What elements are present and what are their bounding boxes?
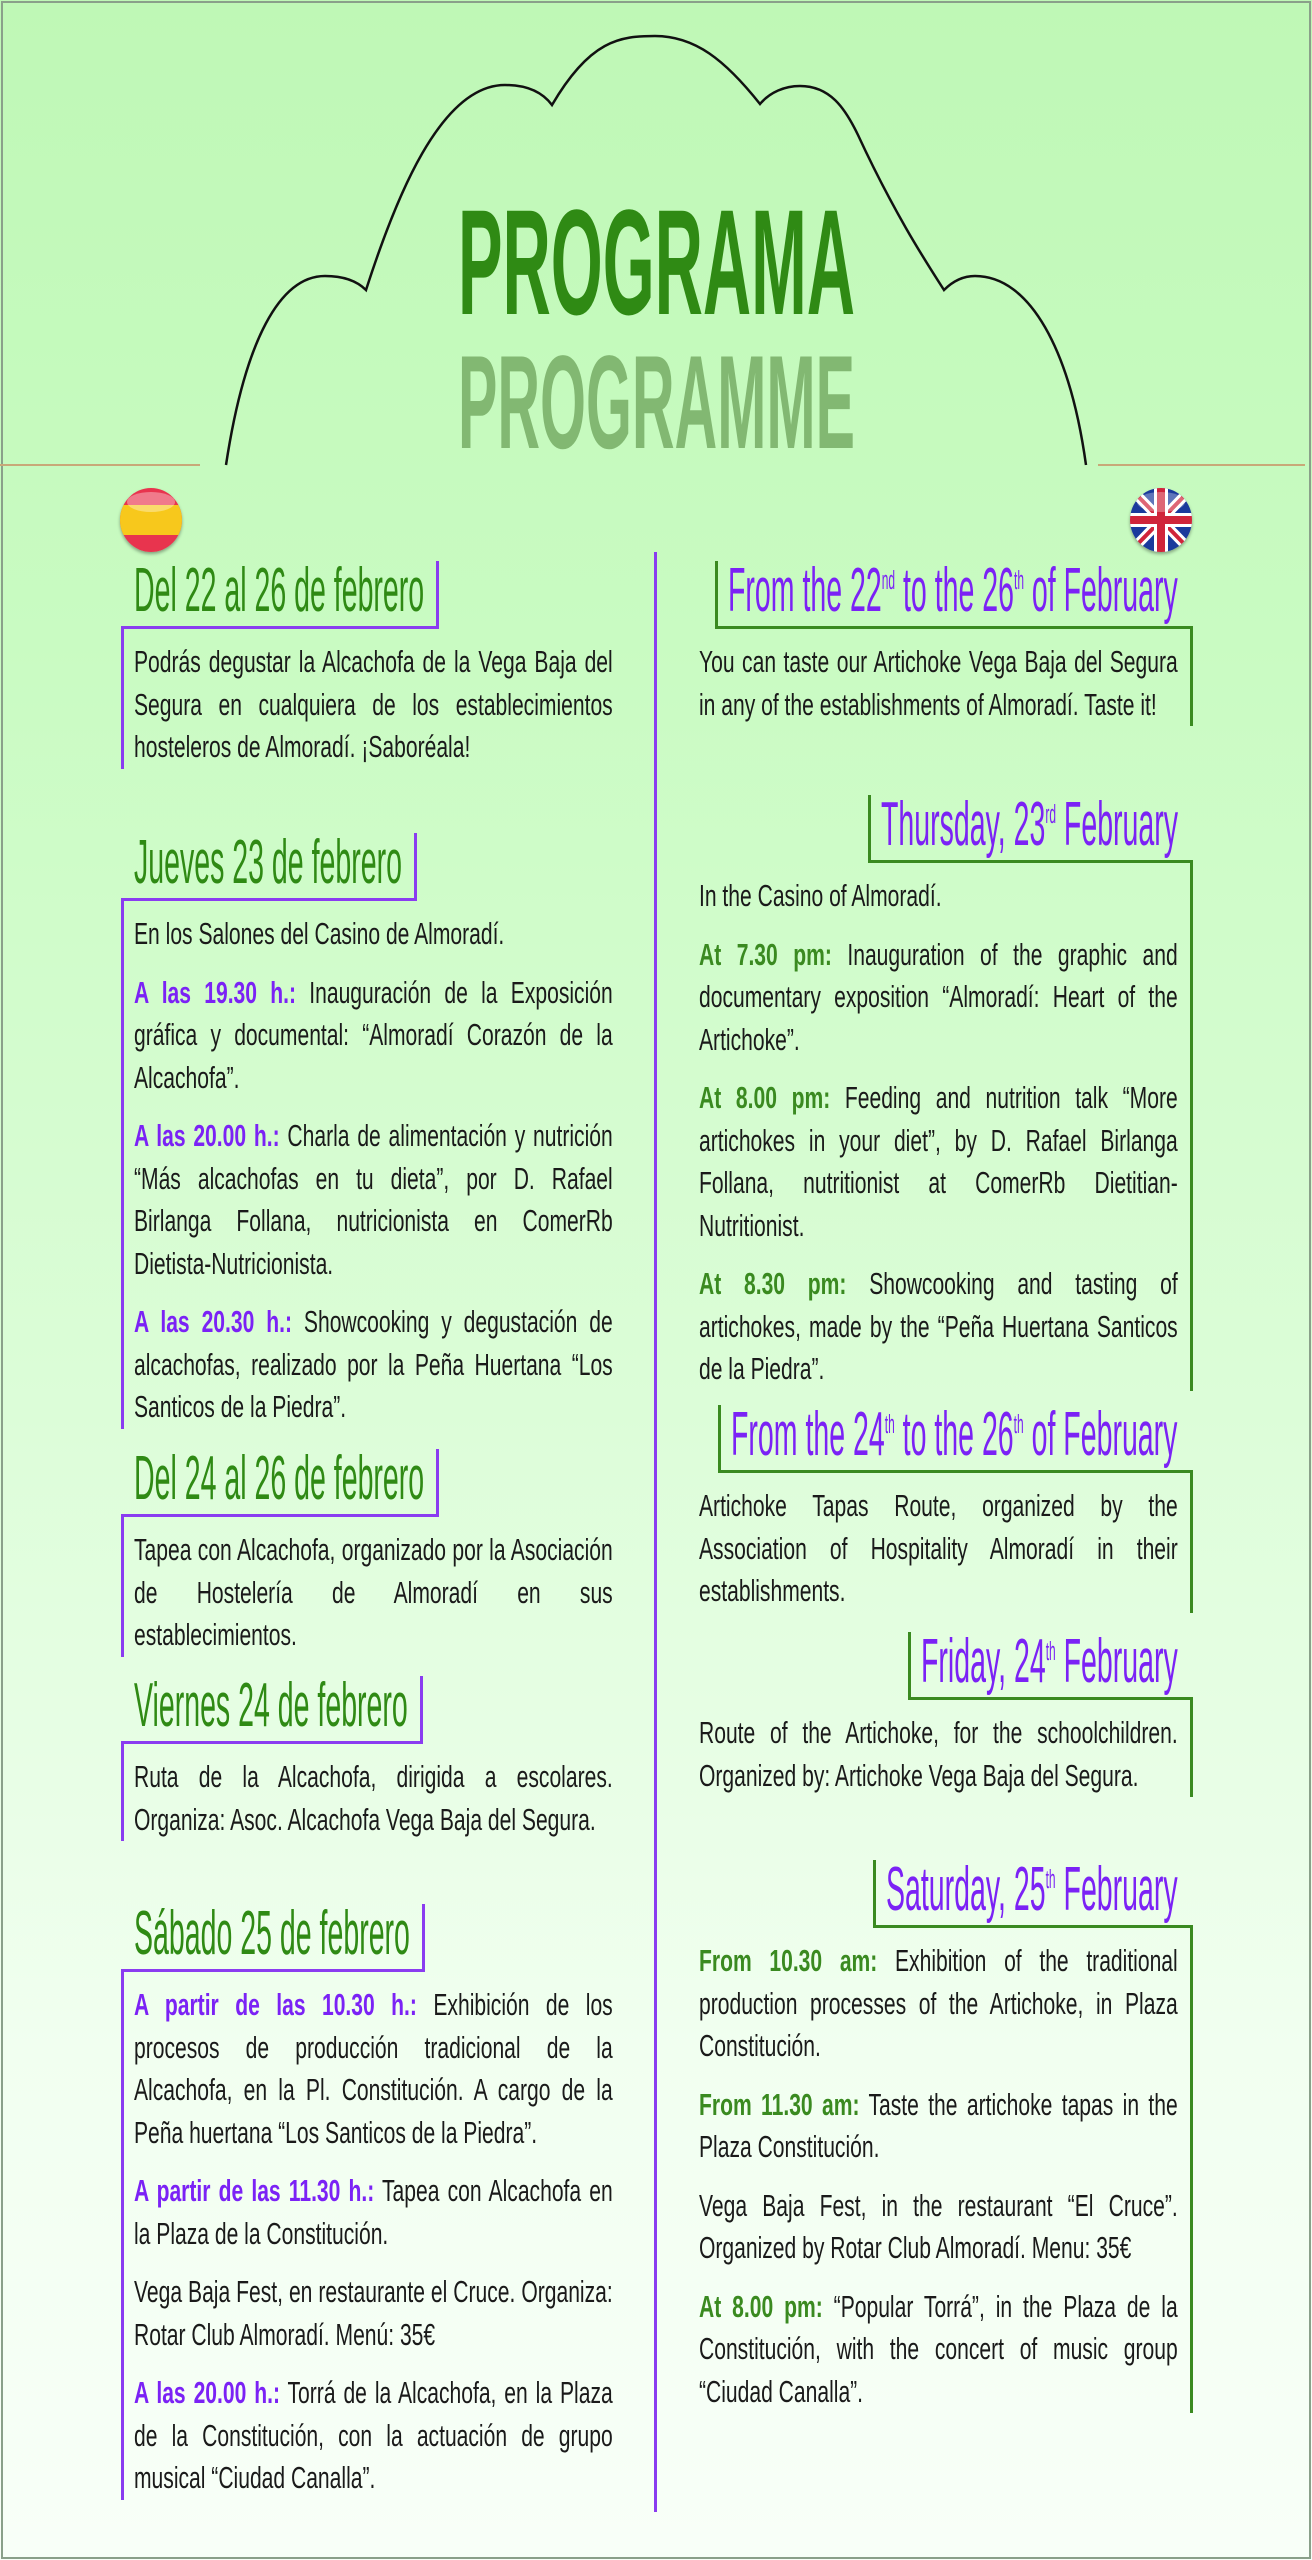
- event-item: [699, 875, 1178, 918]
- section-body-text: [699, 875, 1178, 1391]
- event-time-label: A las 20.30 h.:: [134, 1304, 292, 1339]
- heading-text-part: Thursday, 23: [881, 790, 1046, 859]
- event-item: [134, 2271, 613, 2356]
- section-heading-text: [731, 1400, 1178, 1469]
- event-time-label: A las 19.30 h.:: [134, 974, 297, 1010]
- section-body: [121, 1517, 641, 1657]
- event-description: Showcooking and tasting of artichokes, made by the “Peña Huertana Santicos de la Piedra”.: [699, 1266, 1178, 1386]
- event-description: “Popular Torrá”, in the Plaza de la Constitución, with the concert of music group “Ciudad Canalla”.: [699, 2288, 1178, 2409]
- heading-text-part: From the 22: [728, 556, 883, 625]
- section-heading-row: [121, 1899, 641, 1972]
- event-description: Ruta de la Alcachofa, dirigida a escolares. Organiza: Asoc. Alcachofa Vega Baja del Segura.: [134, 1759, 613, 1837]
- section-body-text: [699, 1940, 1178, 2413]
- event-item: [699, 1940, 1178, 2068]
- heading-text-part: Sábado 25 de febrero: [134, 1899, 410, 1968]
- header-artichoke-decoration: [0, 0, 1312, 560]
- title-programme: PROGRAMME: [458, 329, 855, 477]
- column-divider: [654, 552, 657, 2512]
- heading-text-part: Friday, 24: [921, 1627, 1046, 1696]
- section-heading: [121, 556, 439, 629]
- section-heading-row: [688, 1400, 1193, 1473]
- program-section-es: [121, 1899, 641, 2506]
- section-heading: [121, 1671, 423, 1744]
- event-item: [134, 972, 613, 1100]
- event-description: Artichoke Tapas Route, organized by the Association of Hospitality Almoradí in their establishments.: [699, 1488, 1178, 1608]
- event-item: [699, 2286, 1178, 2414]
- section-heading-text: [921, 1627, 1178, 1696]
- event-description: In the Casino of Almoradí.: [699, 878, 942, 913]
- heading-ordinal-suffix: th: [1014, 565, 1025, 595]
- heading-text-part: of February: [1024, 556, 1179, 625]
- heading-ordinal-suffix: th: [885, 1409, 896, 1439]
- event-description: En los Salones del Casino de Almoradí.: [134, 916, 505, 951]
- event-description: Taste the artichoke tapas in the Plaza Constitución.: [699, 2086, 1178, 2164]
- event-item: [134, 1529, 613, 1657]
- event-item: [699, 1263, 1178, 1391]
- heading-text-part: From the 24: [731, 1400, 886, 1469]
- heading-ordinal-suffix: nd: [882, 565, 896, 595]
- event-item: [699, 1712, 1178, 1797]
- section-heading-row: [688, 1627, 1193, 1700]
- event-item: [134, 2170, 613, 2255]
- section-body-text: [134, 1984, 613, 2500]
- section-heading-text: [134, 1899, 410, 1968]
- section-heading-text: [728, 556, 1179, 625]
- event-description: Showcooking y degustación de alcachofas, realizado por la Peña Huertana “Los Santicos de la Piedra”.: [134, 1304, 613, 1424]
- section-heading-text: [881, 790, 1179, 859]
- title-programa: PROGRAMA: [458, 178, 855, 346]
- section-heading: [121, 1444, 439, 1517]
- section-heading: [873, 1855, 1193, 1928]
- event-item: [699, 2185, 1178, 2270]
- event-time-label: A partir de las 11.30 h.:: [134, 2173, 375, 2208]
- section-heading-text: [134, 556, 425, 625]
- heading-text-part: February: [1056, 790, 1179, 859]
- section-body: [121, 629, 641, 769]
- event-item: [699, 1077, 1178, 1247]
- heading-ordinal-suffix: th: [1013, 1409, 1024, 1439]
- section-heading: [718, 1400, 1193, 1473]
- section-heading-row: [688, 790, 1193, 863]
- event-time-label: From 10.30 am:: [699, 1943, 878, 1978]
- section-body-text: [134, 1529, 613, 1657]
- program-section-es: [121, 1671, 641, 1847]
- event-description: Tapea con Alcachofa en la Plaza de la Constitución.: [134, 2173, 613, 2251]
- event-item: [134, 2372, 613, 2500]
- heading-text-part: to the 26: [895, 556, 1015, 625]
- event-item: [134, 641, 613, 769]
- event-time-label: At 8.30 pm:: [699, 1266, 847, 1301]
- event-description: Inauguration of the graphic and documentary exposition “Almoradí: Heart of the Artichoke”.: [699, 936, 1178, 1057]
- section-body: [699, 629, 1193, 726]
- section-body-text: [134, 641, 613, 769]
- event-time-label: At 8.00 pm:: [699, 2288, 823, 2324]
- event-time-label: From 11.30 am:: [699, 2086, 860, 2122]
- uk-flag-icon: [1130, 488, 1192, 552]
- program-section-en: [688, 790, 1193, 1397]
- event-description: Torrá de la Alcachofa, en la Plaza de la Constitución, con la actuación de grupo musical “Ciudad Canalla”.: [134, 2375, 613, 2495]
- event-time-label: At 8.00 pm:: [699, 1080, 831, 1115]
- event-description: Route of the Artichoke, for the schoolchildren. Organized by: Artichoke Vega Baja del Segura.: [699, 1715, 1178, 1793]
- section-heading-row: [121, 556, 641, 629]
- program-section-en: [688, 1400, 1193, 1619]
- event-item: [134, 1756, 613, 1841]
- section-heading: [868, 790, 1193, 863]
- section-heading-row: [121, 1671, 641, 1744]
- section-body: [699, 1928, 1193, 2413]
- heading-text-part: Saturday, 25: [886, 1855, 1046, 1924]
- event-time-label: A partir de las 10.30 h.:: [134, 1987, 417, 2022]
- event-item: [699, 934, 1178, 1062]
- section-body: [121, 1744, 641, 1841]
- section-body: [121, 1972, 641, 2500]
- program-section-en: [688, 556, 1193, 732]
- section-heading: [715, 556, 1193, 629]
- section-body-text: [134, 913, 613, 1429]
- section-heading-row: [688, 556, 1193, 629]
- event-time-label: A las 20.00 h.:: [134, 2375, 280, 2410]
- section-body: [699, 863, 1193, 1391]
- event-item: [134, 1301, 613, 1429]
- section-heading-text: [134, 828, 402, 897]
- heading-text-part: February: [1055, 1627, 1178, 1696]
- event-item: [699, 2084, 1178, 2169]
- heading-text-part: Del 22 al 26 de febrero: [134, 556, 425, 625]
- event-description: Inauguración de la Exposición gráfica y documental: “Almoradí Corazón de la Alcachofa”.: [134, 974, 613, 1095]
- heading-text-part: Del 24 al 26 de febrero: [134, 1444, 425, 1513]
- event-time-label: A las 20.00 h.:: [134, 1118, 280, 1153]
- section-heading: [121, 1899, 425, 1972]
- section-heading-row: [688, 1855, 1193, 1928]
- heading-text-part: to the 26: [895, 1400, 1014, 1469]
- section-heading-row: [121, 1444, 641, 1517]
- section-body-text: [699, 1712, 1178, 1797]
- heading-text-part: February: [1055, 1855, 1178, 1924]
- heading-text-part: Jueves 23 de febrero: [134, 828, 402, 897]
- event-description: Vega Baja Fest, in the restaurant “El Cruce”. Organized by Rotar Club Almoradí. Menu: 35€: [699, 2187, 1178, 2265]
- section-body-text: [699, 1485, 1178, 1613]
- section-body: [699, 1473, 1193, 1613]
- event-item: [699, 1485, 1178, 1613]
- section-body-text: [699, 641, 1178, 726]
- section-heading-text: [134, 1671, 408, 1740]
- event-time-label: At 7.30 pm:: [699, 936, 832, 972]
- event-description: Podrás degustar la Alcachofa de la Vega Baja del Segura en cualquiera de los establecimientos hosteleros de Almoradí. ¡Saboréala!: [134, 644, 613, 764]
- event-description: You can taste our Artichoke Vega Baja del Segura in any of the establishments of Almoradí. Taste it!: [699, 644, 1178, 722]
- event-description: Tapea con Alcachofa, organizado por la Asociación de Hostelería de Almoradí en sus establecimientos.: [134, 1532, 613, 1652]
- section-heading: [121, 828, 417, 901]
- heading-ordinal-suffix: rd: [1045, 799, 1057, 829]
- event-description: Feeding and nutrition talk “More artichokes in your diet”, by D. Rafael Birlanga Follana, nutritionist at ComerRb Dietitian-Nutritionist.: [699, 1080, 1178, 1243]
- event-description: Exhibition of the traditional production processes of the Artichoke, in Plaza Constitución.: [699, 1943, 1178, 2063]
- program-section-es: [121, 828, 641, 1435]
- program-section-es: [121, 556, 641, 775]
- event-item: [134, 913, 613, 956]
- program-section-en: [688, 1627, 1193, 1803]
- event-description: Exhibición de los procesos de producción tradicional de la Alcachofa, en la Pl. Constitución. A cargo de la Peña huertana “Los Santicos de la Piedra”.: [134, 1987, 613, 2150]
- heading-ordinal-suffix: th: [1045, 1864, 1056, 1894]
- heading-ordinal-suffix: th: [1045, 1636, 1056, 1666]
- event-item: [134, 1115, 613, 1285]
- section-body: [121, 901, 641, 1429]
- section-body: [699, 1700, 1193, 1797]
- section-heading: [908, 1627, 1193, 1700]
- heading-text-part: of February: [1023, 1400, 1178, 1469]
- program-section-es: [121, 1444, 641, 1663]
- event-item: [699, 641, 1178, 726]
- spain-flag-icon: [120, 488, 182, 552]
- event-item: [134, 1984, 613, 2154]
- event-description: Vega Baja Fest, en restaurante el Cruce. Organiza: Rotar Club Almoradí. Menú: 35€: [134, 2274, 613, 2352]
- section-body-text: [134, 1756, 613, 1841]
- section-heading-row: [121, 828, 641, 901]
- section-heading-text: [134, 1444, 425, 1513]
- event-description: Charla de alimentación y nutrición “Más alcachofas en tu dieta”, por D. Rafael Birlanga Follana, nutricionista en ComerRb Dietista-Nutricionista.: [134, 1118, 613, 1281]
- section-heading-text: [886, 1855, 1178, 1924]
- program-section-en: [688, 1855, 1193, 2419]
- heading-text-part: Viernes 24 de febrero: [134, 1671, 408, 1740]
